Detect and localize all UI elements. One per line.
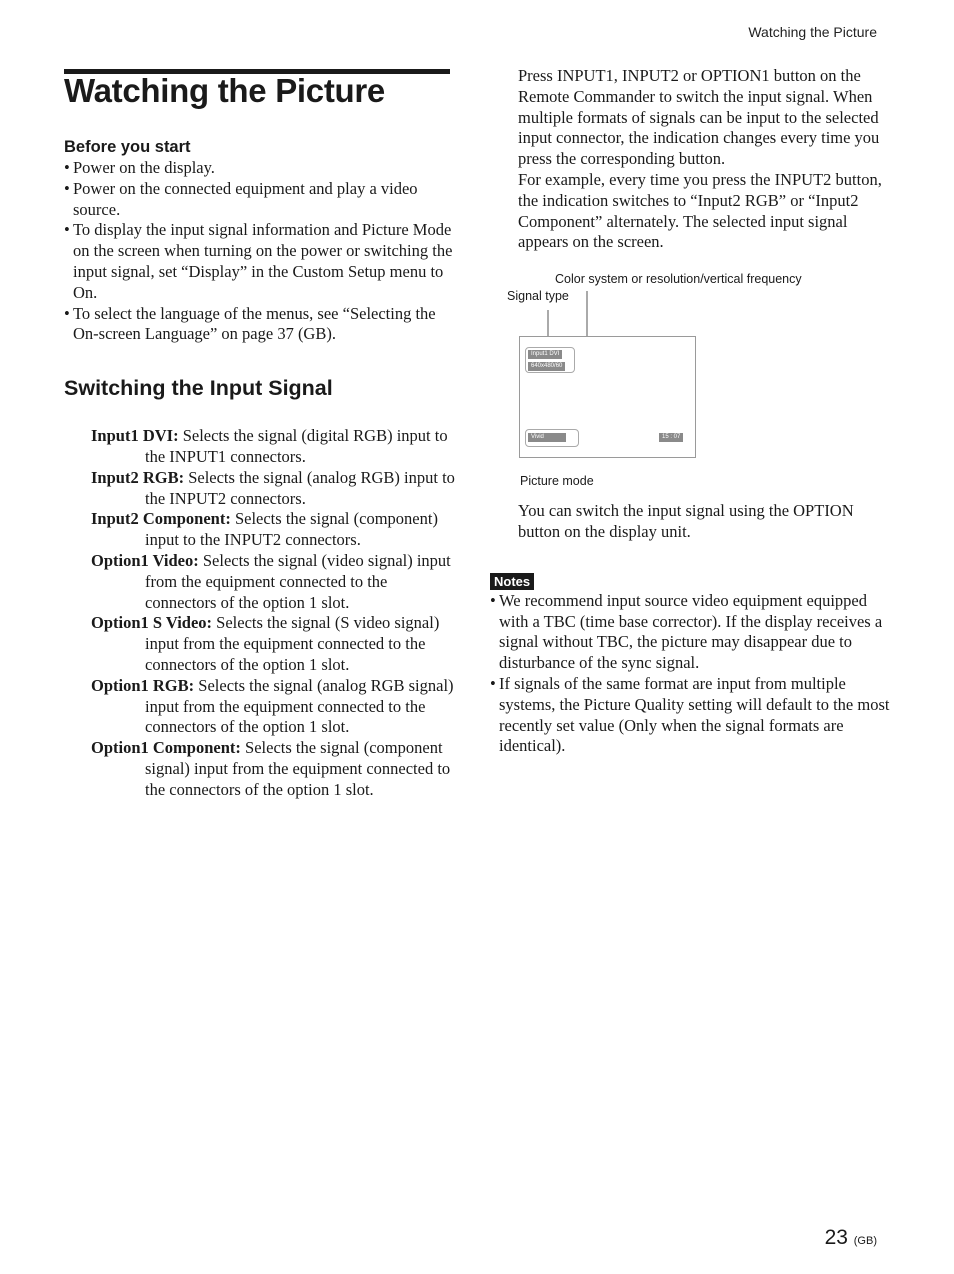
definition-term: Option1 S Video:: [91, 613, 213, 633]
page-title: Watching the Picture: [64, 72, 385, 109]
osd-time-tag: 15 : 07: [659, 433, 683, 442]
definition-term: Input1 DVI:: [91, 426, 179, 446]
notes-badge: Notes: [490, 573, 534, 590]
definition-desc: Selects the signal (component) input to the INPUT2 connectors.: [145, 509, 438, 550]
list-item: • Power on the connected equipment and play a video source.: [64, 179, 456, 221]
signal-type-label: Signal type: [507, 289, 569, 304]
color-system-label: Color system or resolution/vertical frequency: [555, 272, 802, 287]
definition-desc: Selects the signal (S video signal) input from the equipment connected to the connectors of the option 1 slot.: [145, 613, 440, 674]
definition-item: [91, 509, 456, 551]
list-item: • To display the input signal information and Picture Mode on the screen when turning on the power or switching the input signal, set “Display” in the Custom Setup menu to On.: [64, 220, 456, 303]
definition-desc: Selects the signal (analog RGB) input to the INPUT2 connectors.: [145, 467, 455, 508]
definition-item: [91, 613, 456, 675]
picture-mode-label: Picture mode: [520, 474, 594, 489]
note-item: • We recommend input source video equipment equipped with a TBC (time base corrector). If the display receives a signal without TBC, the picture may disappear due to disturbance of the sync signal.: [490, 591, 890, 674]
page-number-suffix: (GB): [853, 1235, 877, 1247]
definition-item: [91, 426, 456, 468]
notes-section: [490, 543, 890, 757]
screen-illustration: [519, 336, 696, 458]
definition-term: Option1 Component:: [91, 738, 241, 758]
definition-item: [91, 738, 456, 800]
input-definition-list: [64, 426, 456, 800]
definition-desc: Selects the signal (component signal) input from the equipment connected to the connectors of the option 1 slot.: [145, 738, 451, 799]
list-item: • To select the language of the menus, see “Selecting the On-screen Language” on page 37 (GB).: [64, 304, 456, 346]
definition-term: Input2 RGB:: [91, 467, 185, 487]
running-head: Watching the Picture: [748, 24, 877, 40]
page-number: [825, 1226, 877, 1250]
example-paragraph: For example, every time you press the INPUT2 button, the indication switches to “Input2 RGB” or “Input2 Component” alternately. The selected input signal appears on the screen.: [518, 169, 882, 252]
osd-input-tag: Input1 DVI: [528, 350, 562, 359]
list-item: • Power on the display.: [64, 158, 456, 179]
intro-paragraph: Press INPUT1, INPUT2 or OPTION1 button on the Remote Commander to switch the input signal. When multiple formats of signals can be input to the selected input connector, the indication changes every time you press the corresponding button.: [518, 66, 880, 169]
osd-mode-tag: Vivid: [528, 433, 566, 442]
osd-figure: [490, 261, 890, 501]
before-you-start-heading: Before you start: [64, 138, 191, 156]
right-column: [490, 66, 890, 757]
definition-term: Input2 Component:: [91, 509, 231, 529]
switching-heading: Switching the Input Signal: [64, 376, 333, 401]
definition-item: [91, 551, 456, 613]
note-item: • If signals of the same format are input from multiple systems, the Picture Quality setting will default to the most recently set value (Only when the signal formats are identical).: [490, 674, 890, 757]
left-column: [64, 137, 456, 801]
definition-desc: Selects the signal (video signal) input from the equipment connected to the connectors of the option 1 slot.: [145, 550, 451, 612]
definition-item: [91, 468, 456, 510]
definition-item: [91, 676, 456, 738]
page-number-value: 23: [824, 1226, 848, 1249]
notes-list: [490, 591, 890, 757]
definition-desc: Selects the signal (analog RGB signal) input from the equipment connected to the connectors of the option 1 slot.: [145, 675, 454, 737]
definition-term: Option1 Video:: [91, 550, 199, 570]
before-you-start-list: [64, 158, 456, 345]
osd-resolution-tag: 640x480/60: [528, 362, 565, 371]
option-paragraph: You can switch the input signal using the OPTION button on the display unit.: [518, 501, 854, 541]
definition-term: Option1 RGB:: [91, 675, 195, 695]
definition-desc: Selects the signal (digital RGB) input to the INPUT1 connectors.: [145, 426, 448, 466]
